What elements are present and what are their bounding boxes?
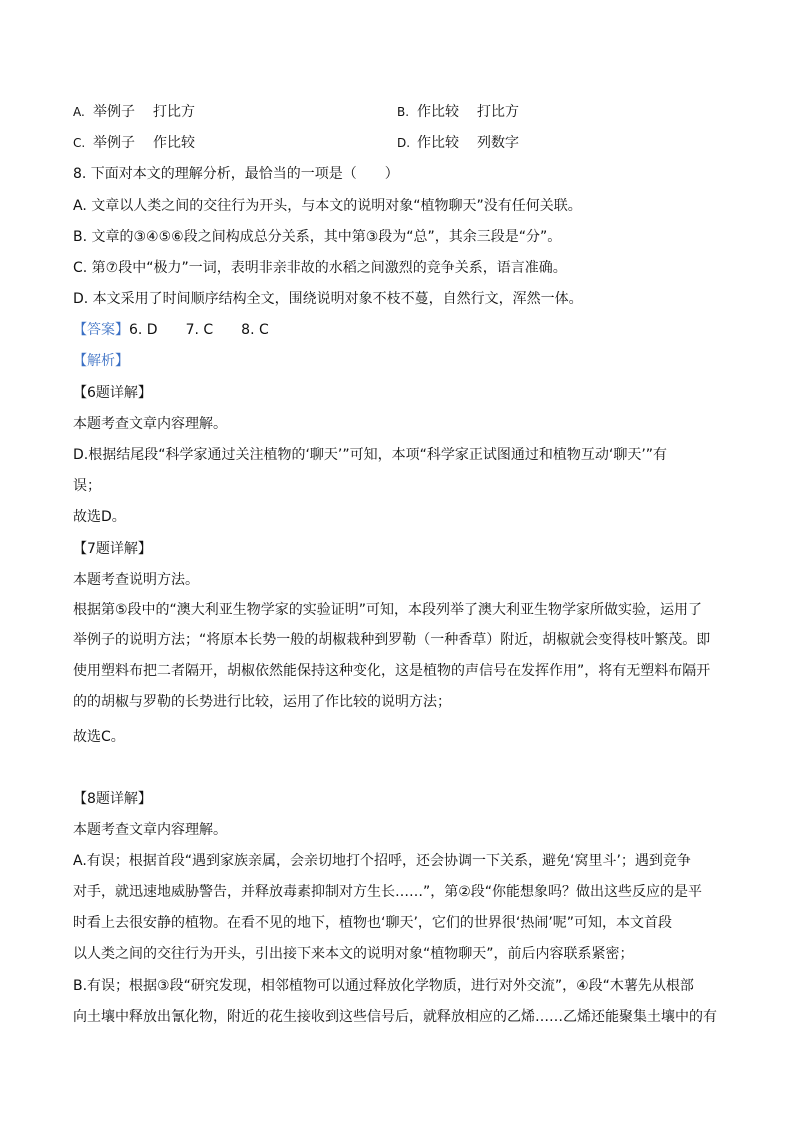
q8-text: 本题考查文章内容理解。 — [73, 822, 227, 838]
option-7c: C. 举例子 作比较 — [73, 135, 195, 151]
option-8b: B. 文章的③④⑤⑥段之间构成总分关系，其中第③段为“总”，其余三段是“分”。 — [73, 229, 562, 245]
option-8a: A. 文章以人类之间的交往行为开头，与本文的说明对象“植物聊天”没有任何关联。 — [73, 198, 582, 214]
q6-text: 误； — [73, 478, 101, 494]
q8-text: A.有误；根据首段“遇到家族亲属，会亲切地打个招呼，还会协调一下关系，避免‘窝里斗’；遇到竞争 — [73, 853, 691, 869]
answer-label: 【答案】 — [73, 322, 129, 338]
q8-heading: 【8题详解】 — [73, 791, 152, 807]
option-7a: A. 举例子 打比方 — [73, 104, 195, 120]
q7-text: 举例子的说明方法；“将原本长势一般的胡椒栽种到罗勒（一种香草）附近，胡椒就会变得枝叶繁茂。即 — [73, 632, 711, 648]
q8-text: 以人类之间的交往行为开头，引出接下来本文的说明对象“植物聊天”，前后内容联系紧密； — [73, 946, 634, 962]
q7-text: 故选C。 — [73, 729, 125, 745]
q6-text: 本题考查文章内容理解。 — [73, 416, 227, 432]
q7-heading: 【7题详解】 — [73, 541, 152, 557]
q8-text: 时看上去很安静的植物。在看不见的地下，植物也‘聊天’，它们的世界很‘热闹’呢”可知，本文首段 — [73, 915, 673, 931]
q7-text: 的的胡椒与罗勒的长势进行比较，运用了作比较的说明方法； — [73, 694, 451, 710]
answer-line — [73, 320, 269, 340]
answer-text: 6. D 7. C 8. C — [129, 322, 269, 338]
option-8c: C. 第⑦段中“极力”一词，表明非亲非故的水稻之间激烈的竞争关系，语言准确。 — [73, 260, 567, 276]
q8-text: 向土壤中释放出氰化物，附近的花生接收到这些信号后，就释放相应的乙烯……乙烯还能聚集土壤中的有 — [73, 1009, 717, 1025]
question-8-stem: 8. 下面对本文的理解分析，最恰当的一项是（ ） — [73, 166, 399, 182]
q6-text: 故选D。 — [73, 509, 126, 525]
option-7d: D. 作比较 列数字 — [397, 135, 519, 151]
q7-text: 本题考查说明方法。 — [73, 572, 199, 588]
q7-text: 使用塑料布把二者隔开，胡椒依然能保持这种变化，这是植物的声信号在发挥作用”，将有无塑料布隔开 — [73, 663, 711, 679]
option-7b: B. 作比较 打比方 — [397, 104, 519, 120]
q6-heading: 【6题详解】 — [73, 385, 152, 401]
q8-text: B.有误；根据③段“研究发现，相邻植物可以通过释放化学物质，进行对外交流”，④段“木薯先从根部 — [73, 978, 694, 994]
analysis-label: 【解析】 — [73, 353, 129, 369]
q6-text: D.根据结尾段“科学家通过关注植物的‘聊天’”可知，本项“科学家正试图通过和植物互动‘聊天’”有 — [73, 447, 668, 463]
q7-text: 根据第⑤段中的“澳大利亚生物学家的实验证明”可知，本段列举了澳大利亚生物学家所做实验，运用了 — [73, 602, 703, 618]
q8-text: 对手，就迅速地威胁警告，并释放毒素抑制对方生长……”，第②段“你能想象吗？做出这些反应的是平 — [73, 884, 703, 900]
option-8d: D. 本文采用了时间顺序结构全文，围绕说明对象不枝不蔓，自然行文，浑然一体。 — [73, 291, 583, 307]
